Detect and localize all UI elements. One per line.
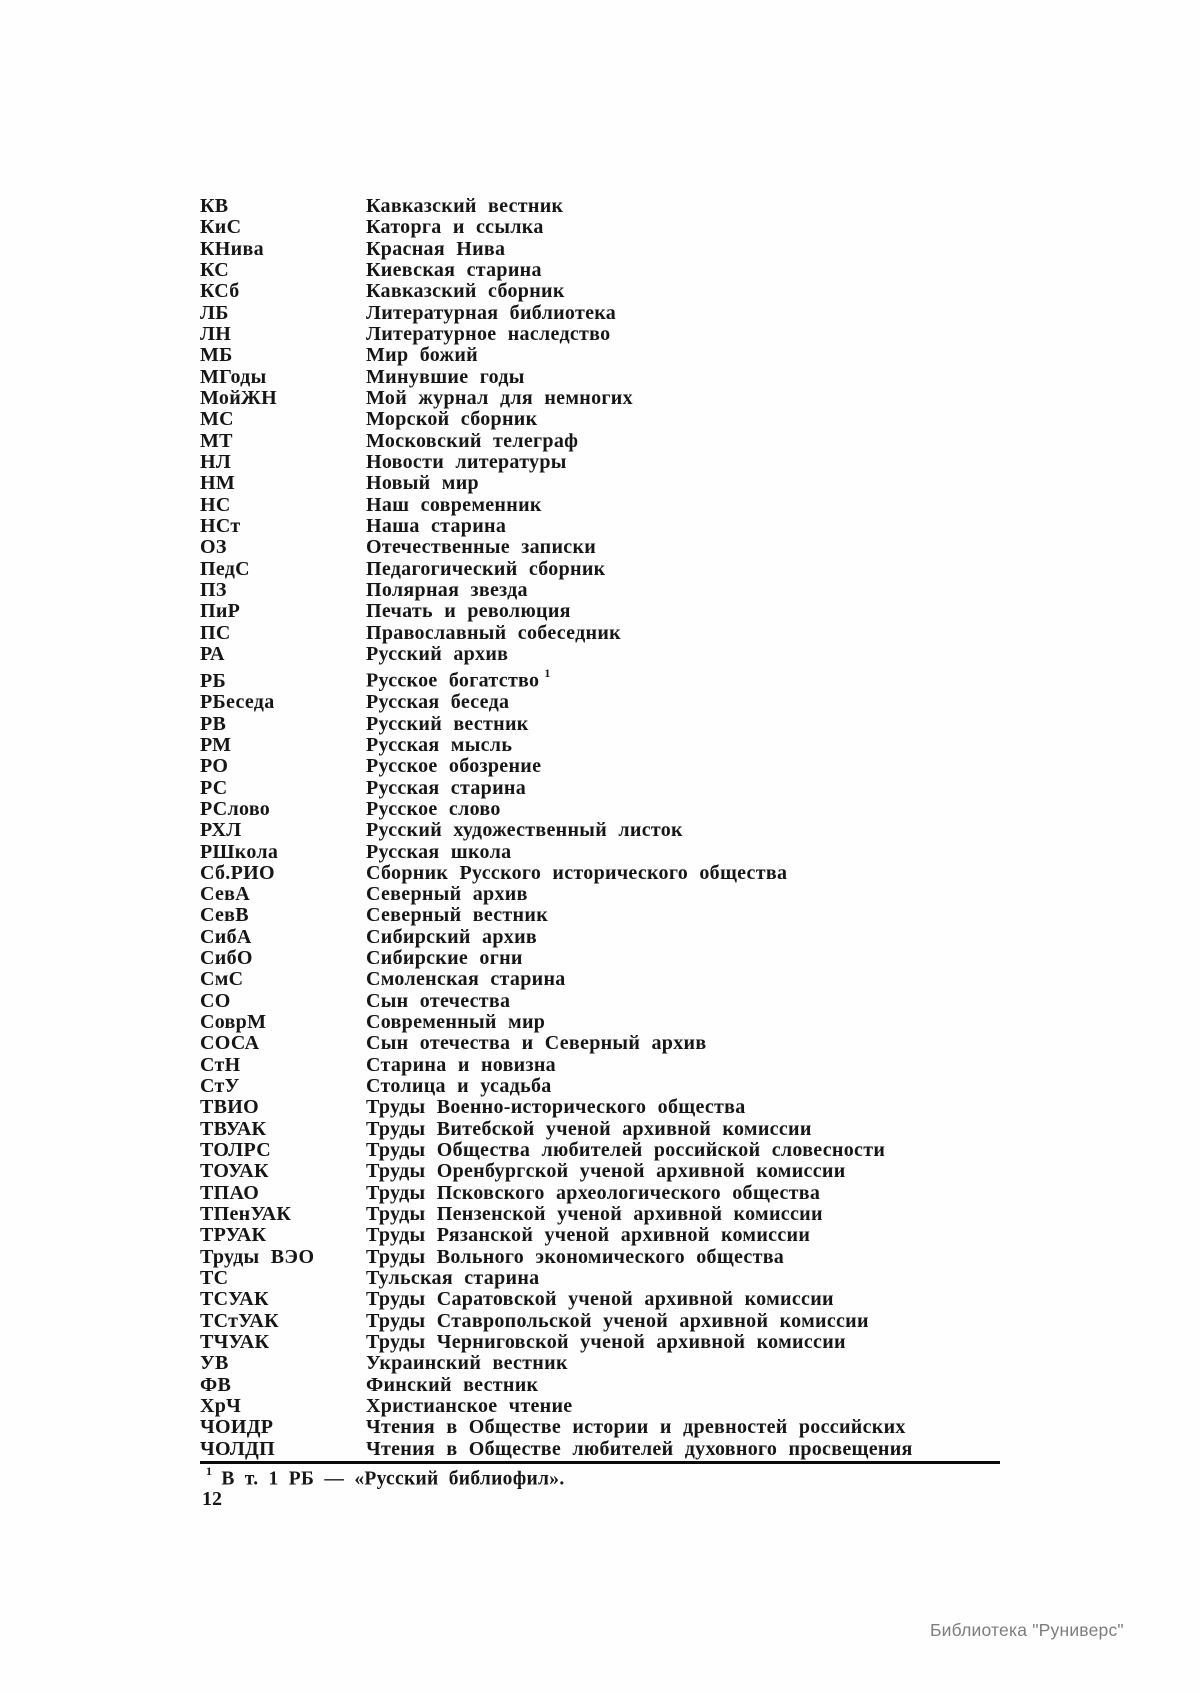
entry-title: Труды Витебской ученой архивной комиссии bbox=[366, 1117, 812, 1140]
entry-abbreviation: СоврМ bbox=[200, 1011, 267, 1034]
entry-title: Труды Псковского археологического общества bbox=[366, 1181, 821, 1204]
entry-abbreviation: МойЖН bbox=[200, 386, 277, 409]
list-item bbox=[200, 1119, 1100, 1140]
list-item bbox=[200, 537, 1100, 558]
entry-title: Христианское чтение bbox=[366, 1395, 573, 1418]
list-item bbox=[200, 735, 1100, 756]
entry-title: Труды Военно-исторического общества bbox=[366, 1096, 746, 1119]
entry-title: Педагогический сборник bbox=[366, 557, 606, 580]
entry-title: Полярная звезда bbox=[366, 578, 528, 601]
list-item bbox=[200, 1439, 1100, 1460]
entry-abbreviation: ТС bbox=[200, 1267, 229, 1290]
entry-title: Чтения в Обществе любителей духовного просвещения bbox=[366, 1437, 913, 1460]
list-item bbox=[200, 431, 1100, 452]
entry-title: Столица и усадьба bbox=[366, 1075, 552, 1098]
footnote bbox=[206, 1466, 565, 1491]
list-item bbox=[200, 714, 1100, 735]
list-item bbox=[200, 991, 1100, 1012]
entry-title: Русский архив bbox=[366, 642, 509, 665]
list-item bbox=[200, 495, 1100, 516]
entry-abbreviation: УВ bbox=[200, 1352, 229, 1375]
list-item bbox=[200, 820, 1100, 841]
entry-abbreviation: ТРУАК bbox=[200, 1224, 267, 1247]
list-item bbox=[200, 1012, 1100, 1033]
entry-abbreviation: КСб bbox=[200, 280, 240, 303]
entry-title: Финский вестник bbox=[366, 1373, 539, 1396]
entry-abbreviation: ОЗ bbox=[200, 536, 227, 559]
list-item bbox=[200, 367, 1100, 388]
list-item bbox=[200, 1033, 1100, 1054]
list-item bbox=[200, 1140, 1100, 1161]
list-item bbox=[200, 303, 1100, 324]
entry-abbreviation: РБ bbox=[200, 669, 227, 692]
entry-abbreviation: СО bbox=[200, 989, 231, 1012]
entry-title: Печать и революция bbox=[366, 600, 571, 623]
entry-title: Русская мысль bbox=[366, 733, 513, 756]
entry-title: Литературная библиотека bbox=[366, 301, 617, 324]
entry-title: Современный мир bbox=[366, 1011, 546, 1034]
entry-abbreviation: МС bbox=[200, 408, 234, 431]
list-item bbox=[200, 623, 1100, 644]
entry-title: Минувшие годы bbox=[366, 365, 525, 388]
list-item bbox=[200, 1417, 1100, 1438]
entry-abbreviation: ТПАО bbox=[200, 1181, 260, 1204]
entry-title: Сборник Русского исторического общества bbox=[366, 861, 788, 884]
entry-title: Русское слово bbox=[366, 797, 501, 820]
entry-title: Северный архив bbox=[366, 883, 528, 906]
entry-abbreviation: ПиР bbox=[200, 600, 241, 623]
entry-title: Русская старина bbox=[366, 776, 527, 799]
entry-title: Труды Рязанской ученой архивной комиссии bbox=[366, 1224, 811, 1247]
list-item bbox=[200, 799, 1100, 820]
list-item bbox=[200, 1097, 1100, 1118]
entry-abbreviation: РХЛ bbox=[200, 819, 242, 842]
entry-abbreviation: ЛБ bbox=[200, 301, 229, 324]
list-item bbox=[200, 1247, 1100, 1268]
footnote-text: В т. 1 РБ — «Русский библиофил». bbox=[221, 1468, 565, 1490]
entry-title: Отечественные записки bbox=[366, 536, 597, 559]
entry-title: Сын отечества bbox=[366, 989, 511, 1012]
footnote-marker: 1 bbox=[206, 1464, 213, 1478]
entry-abbreviation: РВ bbox=[200, 712, 227, 735]
entry-abbreviation: СОСА bbox=[200, 1032, 260, 1055]
list-item bbox=[200, 756, 1100, 777]
entry-abbreviation: НСт bbox=[200, 514, 241, 537]
list-item bbox=[200, 452, 1100, 473]
entry-title: Мой журнал для немногих bbox=[366, 386, 633, 409]
entry-title: Труды Ставропольской ученой архивной комиссии bbox=[366, 1309, 869, 1332]
list-item bbox=[200, 692, 1100, 713]
list-item bbox=[200, 1225, 1100, 1246]
entry-title: Северный вестник bbox=[366, 904, 549, 927]
list-item bbox=[200, 905, 1100, 926]
entry-title: Труды Оренбургской ученой архивной комиссии bbox=[366, 1160, 846, 1183]
entry-abbreviation: РМ bbox=[200, 733, 232, 756]
page-number: 12 bbox=[202, 1488, 222, 1510]
list-item bbox=[200, 927, 1100, 948]
entry-title: Тульская старина bbox=[366, 1267, 540, 1290]
entry-abbreviation: МГоды bbox=[200, 365, 267, 388]
entry-title: Мир божий bbox=[366, 344, 479, 367]
entry-abbreviation: ПС bbox=[200, 621, 231, 644]
entry-title: Русский художественный листок bbox=[366, 819, 683, 842]
entry-abbreviation: КНива bbox=[200, 237, 264, 260]
list-item bbox=[200, 516, 1100, 537]
entry-abbreviation: РС bbox=[200, 776, 228, 799]
entry-abbreviation: РСлово bbox=[200, 797, 271, 820]
list-item bbox=[200, 863, 1100, 884]
entry-abbreviation: МТ bbox=[200, 429, 233, 452]
entry-abbreviation: ТВИО bbox=[200, 1096, 259, 1119]
entry-title: Труды Общества любителей российской словесности bbox=[366, 1139, 886, 1162]
entry-abbreviation: ТСУАК bbox=[200, 1288, 269, 1311]
entry-abbreviation: НЛ bbox=[200, 450, 232, 473]
list-item bbox=[200, 1311, 1100, 1332]
entry-title: Литературное наследство bbox=[366, 322, 611, 345]
entry-abbreviation: ТЧУАК bbox=[200, 1331, 270, 1354]
entry-abbreviation: ЧОЛДП bbox=[200, 1437, 275, 1460]
entry-title: Сын отечества и Северный архив bbox=[366, 1032, 707, 1055]
entry-abbreviation: НС bbox=[200, 493, 231, 516]
entry-abbreviation: ЧОИДР bbox=[200, 1416, 274, 1439]
list-item bbox=[200, 1289, 1100, 1310]
list-item bbox=[200, 324, 1100, 345]
list-item bbox=[200, 1268, 1100, 1289]
entry-abbreviation: ЛН bbox=[200, 322, 232, 345]
entry-title: Русская школа bbox=[366, 840, 512, 863]
entry-abbreviation: РБеседа bbox=[200, 691, 275, 714]
list-item bbox=[200, 644, 1100, 665]
entry-title: Кавказский вестник bbox=[366, 195, 564, 217]
list-item bbox=[200, 842, 1100, 863]
entry-title: Красная Нива bbox=[366, 237, 506, 260]
entry-abbreviation: Труды ВЭО bbox=[200, 1245, 315, 1268]
entry-abbreviation: НМ bbox=[200, 472, 236, 495]
entry-title: Труды Саратовской ученой архивной комиссии bbox=[366, 1288, 834, 1311]
entry-title: Русская беседа bbox=[366, 691, 510, 714]
entry-abbreviation: ТОЛРС bbox=[200, 1139, 271, 1162]
entry-title: Киевская старина bbox=[366, 258, 542, 281]
entry-abbreviation: КиС bbox=[200, 216, 242, 239]
list-item bbox=[200, 260, 1100, 281]
list-item bbox=[200, 281, 1100, 302]
entry-title: Чтения в Обществе истории и древностей российских bbox=[366, 1416, 906, 1439]
list-item bbox=[200, 559, 1100, 580]
entry-abbreviation: ПедС bbox=[200, 557, 250, 580]
entry-abbreviation: Сб.РИО bbox=[200, 861, 275, 884]
entry-abbreviation: СтУ bbox=[200, 1075, 240, 1098]
entry-title: Украинский вестник bbox=[366, 1352, 568, 1375]
entry-abbreviation: СмС bbox=[200, 968, 244, 991]
entry-title: Православный собеседник bbox=[366, 621, 621, 644]
entry-title: Каторга и ссылка bbox=[366, 216, 544, 239]
list-item bbox=[200, 1161, 1100, 1182]
list-item bbox=[200, 473, 1100, 494]
list-item bbox=[200, 1396, 1100, 1417]
list-item bbox=[200, 1204, 1100, 1225]
list-item bbox=[200, 969, 1100, 990]
entry-title: Русское богатство $^1$ bbox=[366, 666, 551, 692]
list-item bbox=[200, 388, 1100, 409]
list-item bbox=[200, 580, 1100, 601]
entry-title: Наш современник bbox=[366, 493, 542, 516]
list-item bbox=[200, 665, 1100, 692]
footnote-ref: 1 bbox=[544, 666, 551, 681]
entry-abbreviation: РШкола bbox=[200, 840, 279, 863]
list-item bbox=[200, 239, 1100, 260]
entry-title: Новый мир bbox=[366, 472, 479, 495]
list-item bbox=[200, 217, 1100, 238]
entry-abbreviation: СибО bbox=[200, 947, 253, 970]
entry-abbreviation: СибА bbox=[200, 925, 252, 948]
list-item bbox=[200, 1055, 1100, 1076]
entry-abbreviation: ТСтУАК bbox=[200, 1309, 279, 1332]
entry-abbreviation: КВ bbox=[200, 195, 229, 217]
entry-abbreviation: РО bbox=[200, 755, 229, 778]
entry-abbreviation: КС bbox=[200, 258, 230, 281]
entry-abbreviation: РА bbox=[200, 642, 225, 665]
entry-title: Смоленская старина bbox=[366, 968, 566, 991]
entry-title: Русское обозрение bbox=[366, 755, 542, 778]
entry-title: Труды Черниговской ученой архивной комиссии bbox=[366, 1331, 846, 1354]
abbreviations-list bbox=[200, 196, 1100, 1460]
entry-title: Старина и новизна bbox=[366, 1053, 556, 1076]
entry-title: Московский телеграф bbox=[366, 429, 579, 452]
entry-title: Наша старина bbox=[366, 514, 507, 537]
entry-abbreviation: ПЗ bbox=[200, 578, 227, 601]
list-item bbox=[200, 1076, 1100, 1097]
entry-title: Сибирские огни bbox=[366, 947, 523, 970]
list-item bbox=[200, 345, 1100, 366]
entry-abbreviation: СевВ bbox=[200, 904, 249, 927]
entry-abbreviation: ФВ bbox=[200, 1373, 232, 1396]
entry-abbreviation: ТОУАК bbox=[200, 1160, 269, 1183]
entry-title: Труды Вольного экономического общества bbox=[366, 1245, 785, 1268]
watermark: Библиотека "Руниверс" bbox=[930, 1620, 1124, 1640]
entry-abbreviation: ТВУАК bbox=[200, 1117, 267, 1140]
entry-title: Русский вестник bbox=[366, 712, 529, 735]
list-item bbox=[200, 778, 1100, 799]
list-item bbox=[200, 409, 1100, 430]
entry-title: Новости литературы bbox=[366, 450, 567, 473]
entry-abbreviation: МБ bbox=[200, 344, 233, 367]
entry-abbreviation: СевА bbox=[200, 883, 251, 906]
list-item bbox=[200, 948, 1100, 969]
footnote-divider bbox=[200, 1461, 1000, 1464]
entry-title: Морской сборник bbox=[366, 408, 538, 431]
entry-abbreviation: ХрЧ bbox=[200, 1395, 242, 1418]
list-item bbox=[200, 1332, 1100, 1353]
list-item bbox=[200, 884, 1100, 905]
list-item bbox=[200, 1375, 1100, 1396]
entry-abbreviation: ТПенУАК bbox=[200, 1203, 292, 1226]
list-item bbox=[200, 1183, 1100, 1204]
entry-title: Кавказский сборник bbox=[366, 280, 565, 303]
entry-title: Сибирский архив bbox=[366, 925, 538, 948]
list-item bbox=[200, 196, 1100, 217]
entry-title: Труды Пензенской ученой архивной комиссии bbox=[366, 1203, 823, 1226]
list-item bbox=[200, 601, 1100, 622]
entry-abbreviation: СтН bbox=[200, 1053, 241, 1076]
list-item bbox=[200, 1353, 1100, 1374]
